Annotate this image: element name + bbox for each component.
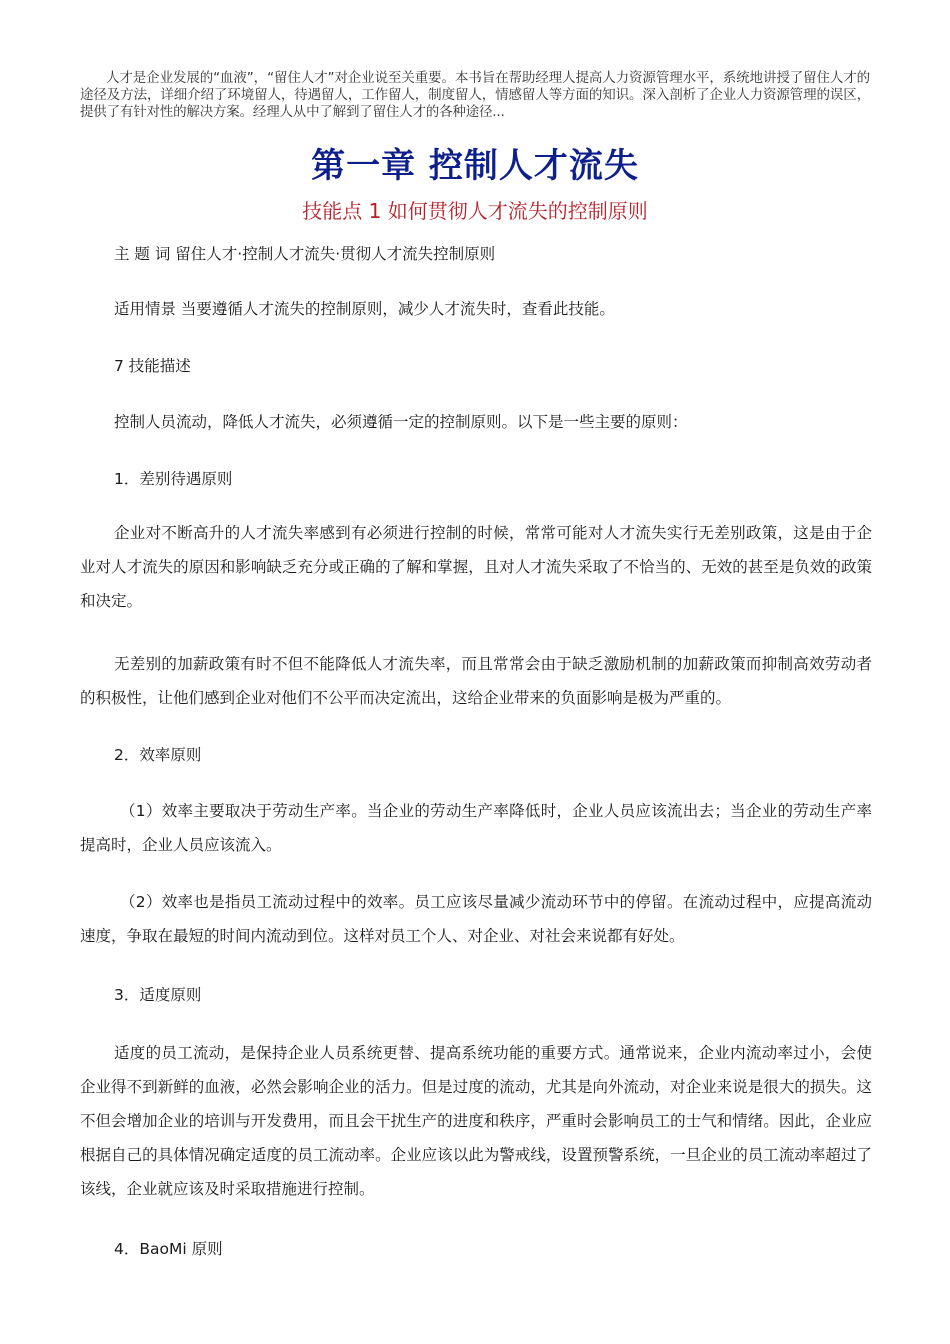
principle-2-paragraph-2: （2）效率也是指员工流动过程中的效率。员工应该尽量减少流动环节中的停留。在流动过程中，应提高流动速度，争取在最短的时间内流动到位。这样对员工个人、对企业、对社会来说都有好处。: [80, 893, 872, 945]
principle-4-heading: 4．BaoMi 原则: [114, 1240, 223, 1258]
principle-2-paragraph-1: （1）效率主要取决于劳动生产率。当企业的劳动生产率降低时，企业人员应该流出去；当企业的劳动生产率提高时，企业人员应该流入。: [80, 802, 872, 854]
principle-1-paragraph-1: 企业对不断高升的人才流失率感到有必须进行控制的时候，常常可能对人才流失实行无差别政策，这是由于企业对人才流失的原因和影响缺乏充分或正确的了解和掌握，且对人才流失采取了不恰当的、无效的甚至是负效的政策和决定。: [80, 524, 872, 610]
principle-1-paragraph-2: 无差别的加薪政策有时不但不能降低人才流失率，而且常常会由于缺乏激励机制的加薪政策而抑制高效劳动者的积极性，让他们感到企业对他们不公平而决定流出，这给企业带来的负面影响是极为严重的。: [80, 655, 872, 707]
principle-1-heading: 1．差别待遇原则: [114, 470, 233, 488]
principle-3-paragraph: 适度的员工流动，是保持企业人员系统更替、提高系统功能的重要方式。通常说来，企业内流动率过小，会使企业得不到新鲜的血液，必然会影响企业的活力。但是过度的流动，尤其是向外流动，对企业来说是很大的损失。这不但会增加企业的培训与开发费用，而且会干扰生产的进度和秩序，严重时会影响员工的士气和情绪。因此，企业应根据自己的具体情况确定适度的员工流动率。企业应该以此为警戒线，设置预警系统，一旦企业的员工流动率超过了该线，企业就应该及时采取措施进行控制。: [80, 1044, 872, 1198]
scenario-line: 适用情景 当要遵循人才流失的控制原则，减少人才流失时，查看此技能。: [114, 300, 615, 318]
skill-description-heading: 7 技能描述: [114, 357, 191, 375]
intro-paragraph: 控制人员流动，降低人才流失，必须遵循一定的控制原则。以下是一些主要的原则：: [114, 413, 688, 431]
book-abstract: 人才是企业发展的“血液”，“留住人才”对企业说至关重要。本书旨在帮助经理人提高人力资源管理水平，系统地讲授了留住人才的途径及方法，详细介绍了环境留人，待遇留人，工作留人，制度留人，情感留人等方面的知识。深入剖析了企业人力资源管理的误区，提供了有针对性的解决方案。经理人从中了解到了留住人才的各种途径...: [80, 70, 870, 120]
keywords-line: 主 题 词 留住人才·控制人才流失·贯彻人才流失控制原则: [114, 245, 496, 263]
principle-2-heading: 2．效率原则: [114, 746, 202, 764]
skill-point-title: 技能点 1 如何贯彻人才流失的控制原则: [302, 199, 648, 223]
chapter-title: 第一章 控制人才流失: [311, 146, 639, 186]
principle-3-heading: 3．适度原则: [114, 986, 202, 1004]
